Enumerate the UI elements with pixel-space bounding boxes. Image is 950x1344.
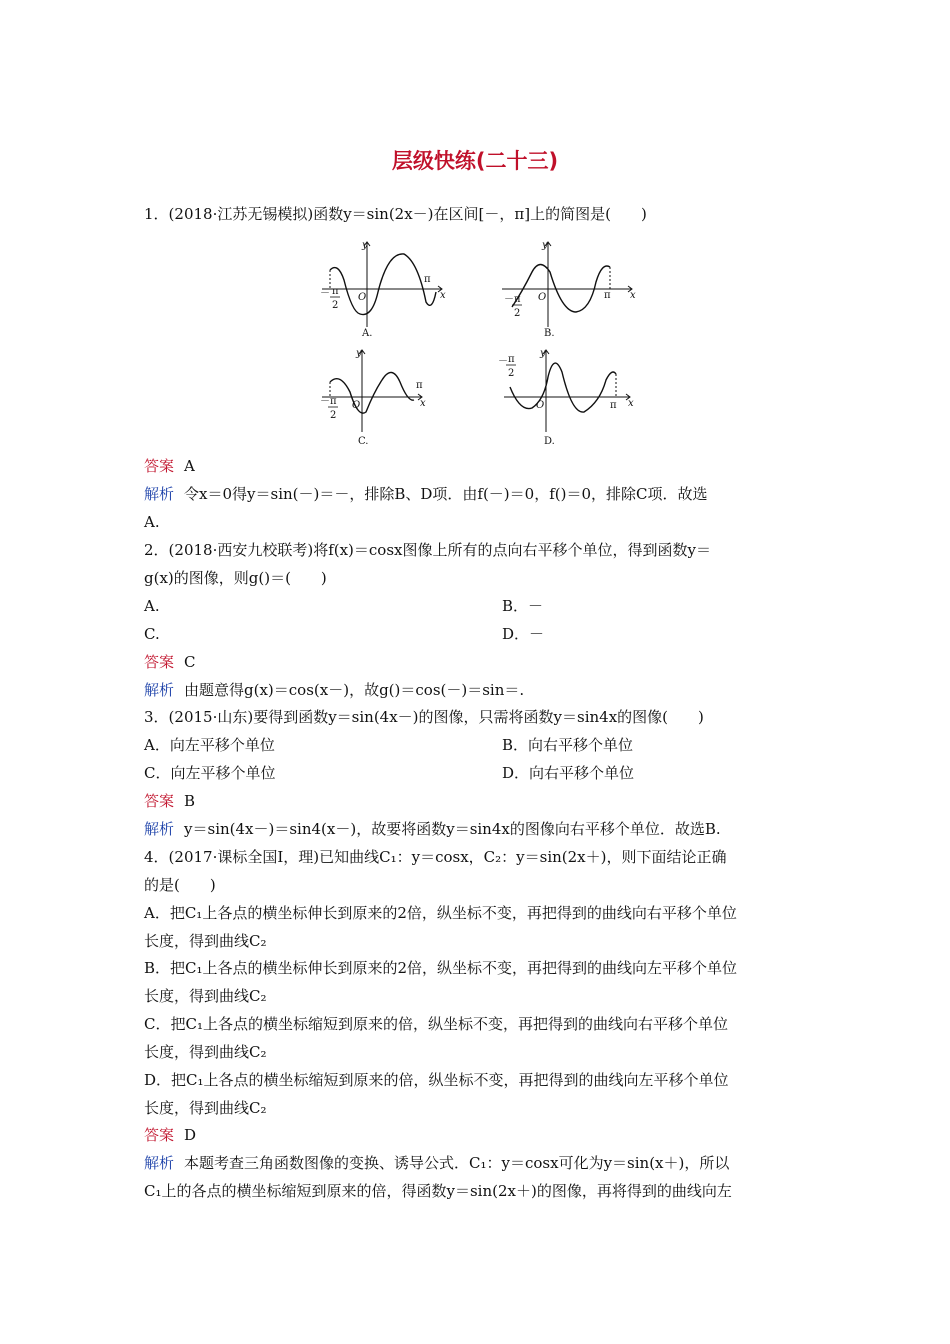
answer-label: 答案 [144, 653, 175, 671]
minus-label: － [320, 288, 330, 299]
q1-answer-value: A [184, 457, 195, 475]
q3-option-b: B．向右平移个单位 [502, 736, 634, 754]
axis-x-label: x [630, 290, 636, 301]
origin-label: O [352, 400, 361, 411]
pi-den-label: 2 [514, 308, 521, 319]
graph-label-b: B. [544, 328, 555, 339]
q2-answer-value: C [184, 653, 196, 671]
pi-label: π [416, 380, 423, 391]
axis-x-label: x [440, 290, 446, 301]
graph-label-c: C. [358, 436, 369, 447]
q1-graph-svg [300, 232, 650, 452]
q4-option-c-1: C．把C₁上各点的横坐标缩短到原来的倍，纵坐标不变，再把得到的曲线向右平移个单位 [144, 1015, 728, 1033]
q4-analysis-text: 本题考查三角函数图像的变换、诱导公式．C₁：y＝cosx可化为y＝sin(x＋)，所以 [184, 1154, 730, 1172]
q2-option-c: C. [144, 625, 160, 643]
graph-label-d: D. [544, 436, 555, 447]
pi-label: π [604, 290, 611, 301]
answer-label: 答案 [144, 1126, 175, 1144]
q4-option-c-2: 长度，得到曲线C₂ [144, 1043, 267, 1061]
axis-y-label: y [540, 348, 546, 359]
pi-den-label: 2 [508, 368, 515, 379]
pi-label: π [610, 400, 617, 411]
analysis-label: 解析 [144, 681, 175, 699]
q4-stem-2: 的是( ) [144, 876, 216, 894]
q4-option-b-2: 长度，得到曲线C₂ [144, 987, 267, 1005]
pi-den-label: 2 [330, 410, 337, 421]
q4-option-a-2: 长度，得到曲线C₂ [144, 932, 267, 950]
q1-analysis-cont: A. [144, 513, 160, 531]
q1-stem: 1．(2018·江苏无锡模拟)函数y＝sin(2x－)在区间[－，π]上的简图是( ) [144, 205, 647, 223]
pi-num-label: π [332, 286, 339, 297]
minus-label: － [504, 294, 514, 305]
q3-option-a: A．向左平移个单位 [144, 736, 275, 754]
q1-analysis [144, 484, 707, 504]
origin-label: O [538, 292, 547, 303]
axis-y-label: y [356, 348, 362, 359]
q1-graphs [300, 232, 650, 452]
analysis-label: 解析 [144, 485, 175, 503]
axis-y-label: y [362, 240, 368, 251]
q4-answer [144, 1125, 196, 1145]
q2-analysis [144, 680, 524, 700]
q4-stem-1: 4．(2017·课标全国Ⅰ，理)已知曲线C₁：y＝cosx，C₂：y＝sin(2x＋)，则下面结论正确 [144, 848, 727, 866]
q2-option-d: D．－ [502, 625, 545, 643]
q3-option-d: D．向右平移个单位 [502, 764, 635, 782]
origin-label: O [536, 400, 545, 411]
q1-analysis-text: 令x＝0得y＝sin(－)＝－，排除B、D项．由f(－)＝0，f()＝0，排除C项．故选 [184, 485, 708, 503]
q3-answer-value: B [184, 792, 196, 810]
minus-label: － [498, 356, 508, 367]
axis-x-label: x [628, 398, 634, 409]
pi-num-label: π [330, 396, 337, 407]
q3-analysis-text: y＝sin(4x－)＝sin4(x－)，故要将函数y＝sin4x的图像向右平移个单位．故选B. [184, 820, 721, 838]
answer-label: 答案 [144, 457, 175, 475]
q3-analysis [144, 819, 721, 839]
minus-label: － [320, 396, 330, 407]
pi-num-label: π [514, 294, 521, 305]
q4-analysis-cont: C₁上的各点的横坐标缩短到原来的倍，得函数y＝sin(2x＋)的图像，再将得到的曲线向左 [144, 1182, 732, 1200]
q4-option-d-2: 长度，得到曲线C₂ [144, 1099, 267, 1117]
q3-answer [144, 791, 195, 811]
axis-y-label: y [542, 240, 548, 251]
q3-option-c: C．向左平移个单位 [144, 764, 276, 782]
q2-stem-1: 2．(2018·西安九校联考)将f(x)＝cosx图像上所有的点向右平移个单位，得到函数y＝ [144, 541, 711, 559]
q1-answer [144, 456, 195, 476]
q2-stem-2: g(x)的图像，则g()＝( ) [144, 569, 327, 587]
analysis-label: 解析 [144, 820, 175, 838]
q4-option-a-1: A．把C₁上各点的横坐标伸长到原来的2倍，纵坐标不变，再把得到的曲线向右平移个单位 [144, 904, 737, 922]
pi-label: π [424, 274, 431, 285]
q4-option-b-1: B．把C₁上各点的横坐标伸长到原来的2倍，纵坐标不变，再把得到的曲线向左平移个单位 [144, 959, 738, 977]
q2-answer [144, 652, 196, 672]
q4-option-d-1: D．把C₁上各点的横坐标缩短到原来的倍，纵坐标不变，再把得到的曲线向左平移个单位 [144, 1071, 729, 1089]
pi-num-label: π [508, 354, 515, 365]
origin-label: O [358, 292, 367, 303]
graph-label-a: A. [362, 328, 373, 339]
page-title: 层级快练(二十三) [391, 149, 559, 173]
q4-answer-value: D [184, 1126, 197, 1144]
answer-label: 答案 [144, 792, 175, 810]
analysis-label: 解析 [144, 1154, 175, 1172]
pi-den-label: 2 [332, 300, 339, 311]
q3-stem: 3．(2015·山东)要得到函数y＝sin(4x－)的图像，只需将函数y＝sin4x的图像( ) [144, 708, 704, 726]
q2-option-b: B．－ [502, 597, 544, 615]
q4-analysis [144, 1153, 729, 1173]
q2-analysis-text: 由题意得g(x)＝cos(x－)，故g()＝cos(－)＝sin＝. [184, 681, 525, 699]
q2-option-a: A. [144, 597, 160, 615]
axis-x-label: x [420, 398, 426, 409]
